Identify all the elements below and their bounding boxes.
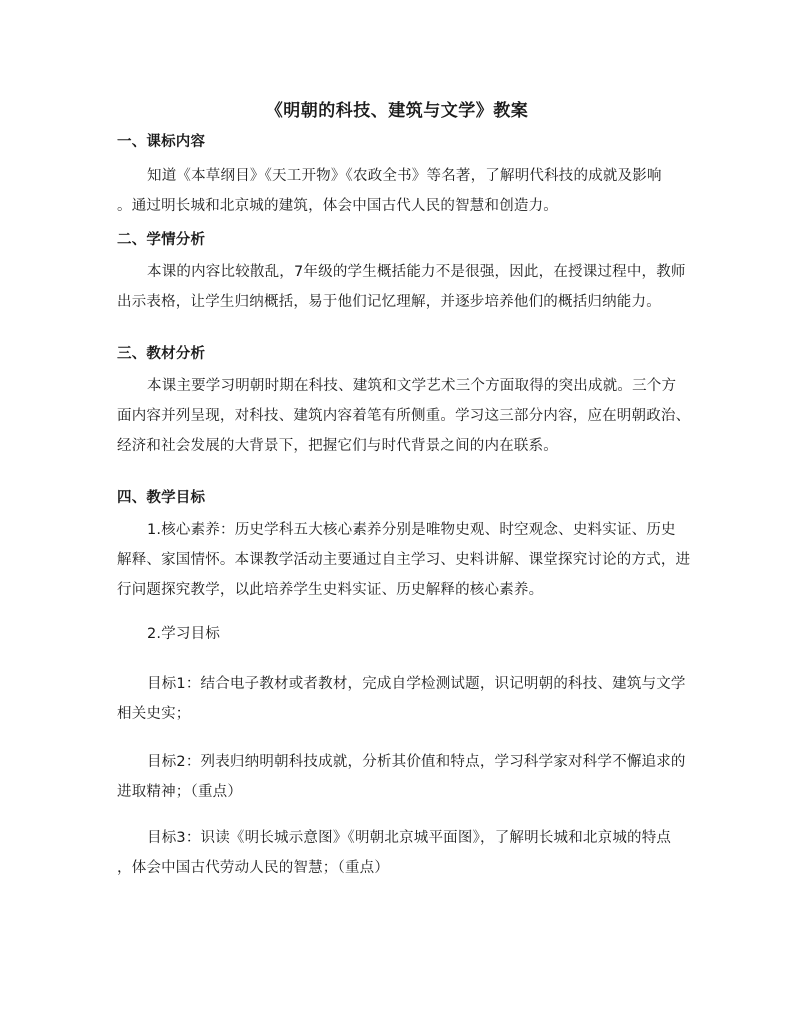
paragraph-line: 解释、家国情怀。本课教学活动主要通过自主学习、史料讲解、课堂探究讨论的方式，进 — [117, 552, 691, 568]
paragraph-line: 1.核心素养：历史学科五大核心素养分别是唯物史观、时空观念、史料实证、历史 — [147, 522, 676, 538]
goal-line: 目标2：列表归纳明朝科技成就，分析其价值和特点，学习科学家对科学不懈追求的 — [147, 754, 686, 770]
document-title: 《明朝的科技、建筑与文学》教案 — [265, 101, 529, 121]
paragraph-line: 本课主要学习明朝时期在科技、建筑和文学艺术三个方面取得的突出成就。三个方 — [147, 378, 677, 394]
section-heading: 三、教材分析 — [117, 346, 206, 362]
section-heading: 四、教学目标 — [117, 490, 206, 506]
goal-line: 进取精神；（重点） — [117, 784, 243, 800]
section-heading: 二、学情分析 — [117, 232, 206, 248]
paragraph-line: 本课的内容比较散乱，7年级的学生概括能力不是很强，因此，在授课过程中，教师 — [147, 264, 686, 280]
section-heading: 一、课标内容 — [117, 134, 206, 150]
goal-line: 相关史实； — [117, 706, 191, 722]
paragraph-line: 经济和社会发展的大背景下，把握它们与时代背景之间的内在联系。 — [117, 438, 558, 454]
paragraph-line: 知道《本草纲目》《天工开物》《农政全书》等名著，了解明代科技的成就及影响 — [147, 168, 662, 184]
paragraph-line: 出示表格，让学生归纳概括，易于他们记忆理解，并逐步培养他们的概括归纳能力。 — [117, 294, 661, 310]
goal-line: 目标3：识读《明长城示意图》《明朝北京城平面图》，了解明长城和北京城的特点 — [147, 830, 672, 846]
subheading-learning-goals: 2.学习目标 — [147, 626, 221, 642]
goal-line: 目标1：结合电子教材或者教材，完成自学检测试题，识记明朝的科技、建筑与文学 — [147, 676, 686, 692]
goal-line: ，体会中国古代劳动人民的智慧；（重点） — [117, 860, 390, 876]
paragraph-line: 。通过明长城和北京城的建筑，体会中国古代人民的智慧和创造力。 — [117, 198, 558, 214]
paragraph-line: 行问题探究教学，以此培养学生史料实证、历史解释的核心素养。 — [117, 582, 544, 598]
paragraph-line: 面内容并列呈现，对科技、建筑内容着笔有所侧重。学习这三部分内容，应在明朝政治、 — [117, 408, 691, 424]
